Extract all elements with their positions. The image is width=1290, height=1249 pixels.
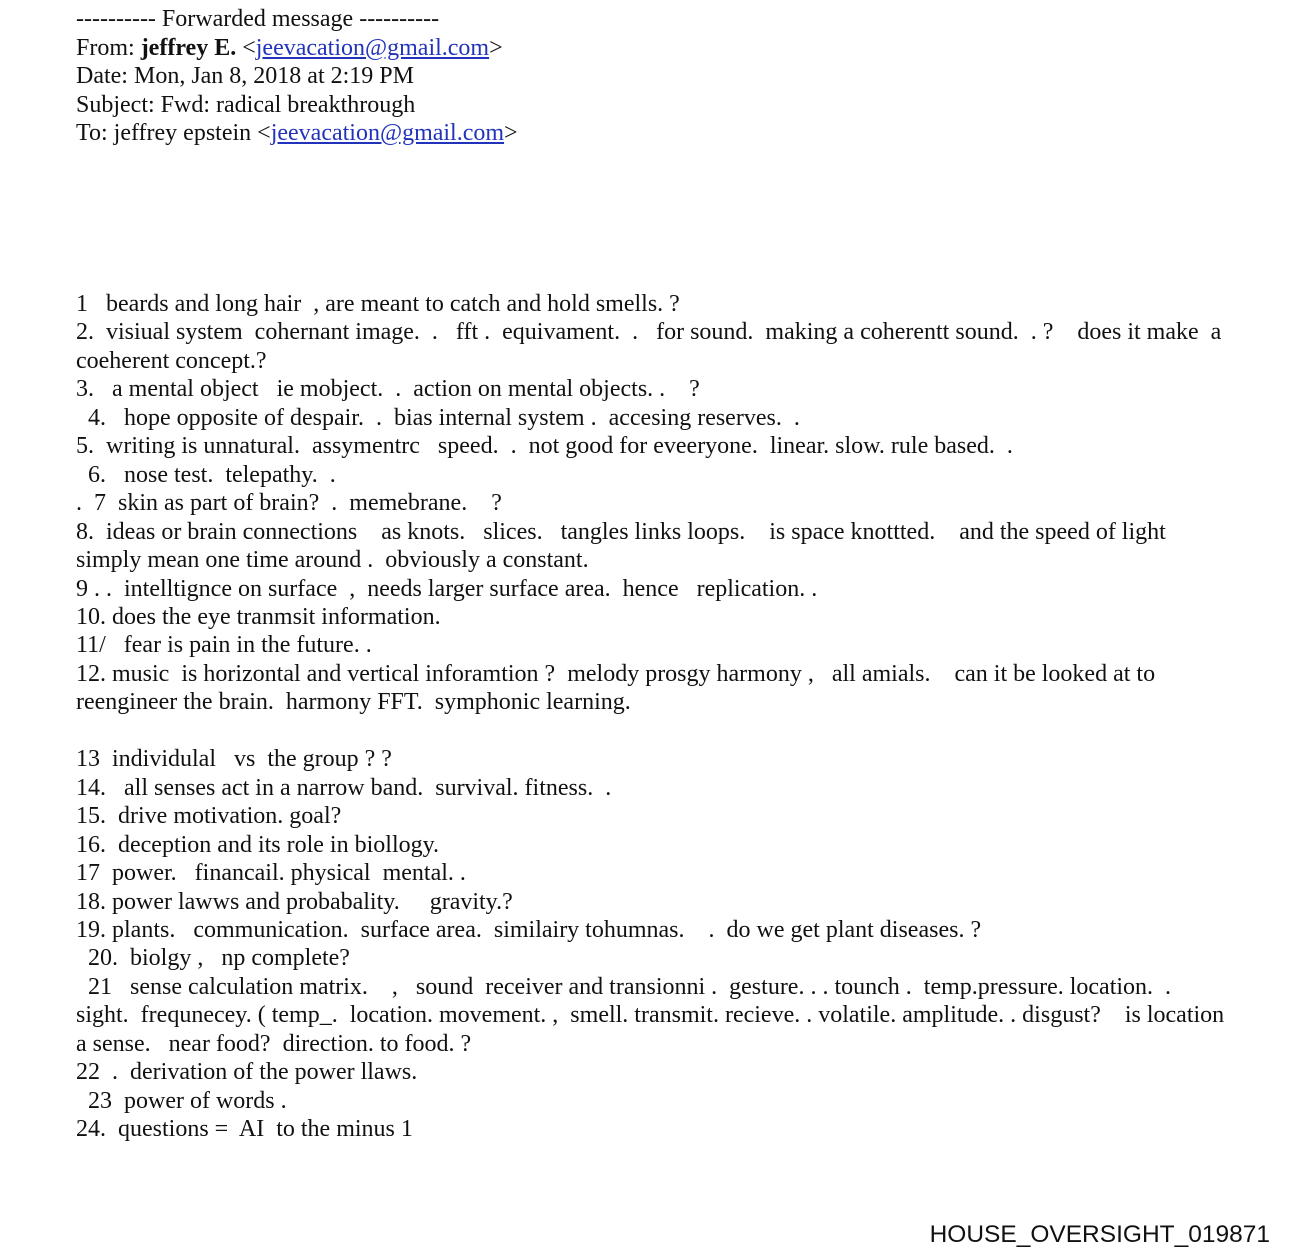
to-label: To: jeffrey epstein xyxy=(76,120,258,146)
list-item-19: 19. plants. communication. surface area. similairy tohumnas. . do we get plant diseases. ? xyxy=(76,916,982,943)
list-item-20: 20. biolgy , np complete? xyxy=(76,945,350,972)
list-item-23: 23 power of words . xyxy=(76,1087,287,1114)
list-item-16: 16. deception and its role in biollogy. xyxy=(76,831,440,858)
list-item-10: 10. does the eye tranmsit information. xyxy=(76,603,441,630)
list-item-6: 6. nose test. telepathy. . xyxy=(76,461,336,488)
list-item-5: 5. writing is unnatural. assymentrc speed. . not good for eveeryone. linear. slow. rule based. . xyxy=(76,433,1013,460)
to-lt: < xyxy=(257,120,271,146)
from-label: From: xyxy=(76,34,141,61)
list-item-18: 18. power lawws and probabality. gravity.? xyxy=(76,888,513,915)
list-item-11: 11/ fear is pain in the future. . xyxy=(76,632,372,659)
from-lt: < xyxy=(242,34,256,61)
from-email-link[interactable]: jeevacation@gmail.com xyxy=(255,34,490,61)
from-gt: > xyxy=(489,34,503,61)
list-item-15: 15. drive motivation. goal? xyxy=(76,803,342,830)
list-item-13: 13 individulal vs the group ? ? xyxy=(76,746,392,773)
sender-name: jeffrey E. xyxy=(140,34,237,61)
list-item-9: 9 . . intelltignce on surface , needs larger surface area. hence replication. . xyxy=(76,575,818,602)
list-item-8: 8. ideas or brain connections as knots. slices. tangles links loops. is space knottted. and the speed of light simply mean one time around . obviously a constant. xyxy=(76,518,1178,574)
list-item-24: 24. questions = AI to the minus 1 xyxy=(76,1116,413,1143)
list-item-21: 21 sense calculation matrix. , sound receiver and transionni . gesture. . . tounch . temp.pressure. location. . sight. frequnecey. ( temp_. location. movement. , smell. transmit. recieve. . volatile. amplitude. . disgust? is location a sense. near food? direction. to food. ? xyxy=(76,973,1231,1057)
list-item-17: 17 power. financail. physical mental. . xyxy=(76,860,466,887)
email-header xyxy=(76,5,518,148)
to-gt: > xyxy=(504,120,518,146)
to-email-link[interactable]: jeevacation@gmail.com xyxy=(270,120,505,146)
paragraph-gap xyxy=(76,717,1226,745)
list-item-2: 2. visiual system cohernant image. . fft . equivament. . for sound. making a coherentt sound. . ? does it make a coeherent concept.? xyxy=(76,319,1228,374)
from-line xyxy=(76,34,518,63)
bates-number: HOUSE_OVERSIGHT_019871 xyxy=(929,1221,1270,1248)
list-item-12: 12. music is horizontal and vertical inforamtion ? melody prosgy harmony , all amials. can it be looked at to reengineer the brain. harmony FFT. symphonic learning. xyxy=(76,660,1162,716)
email-body xyxy=(76,290,1231,1144)
list-item-7: . 7 skin as part of brain? . memebrane. ? xyxy=(76,490,502,517)
list-item-1: 1 beards and long hair , are meant to catch and hold smells. ? xyxy=(76,291,680,317)
forwarded-message-line: ---------- Forwarded message ---------- xyxy=(76,6,440,32)
list-item-3: 3. a mental object ie mobject. . action on mental objects. . ? xyxy=(76,376,700,403)
to-line xyxy=(76,119,518,148)
list-item-4: 4. hope opposite of despair. . bias internal system . accesing reserves. . xyxy=(76,404,800,431)
list-item-14: 14. all senses act in a narrow band. survival. fitness. . xyxy=(76,774,612,801)
date-line: Date: Mon, Jan 8, 2018 at 2:19 PM xyxy=(76,63,414,89)
list-item-22: 22 . derivation of the power llaws. xyxy=(76,1059,418,1086)
subject-line: Subject: Fwd: radical breakthrough xyxy=(76,91,416,118)
